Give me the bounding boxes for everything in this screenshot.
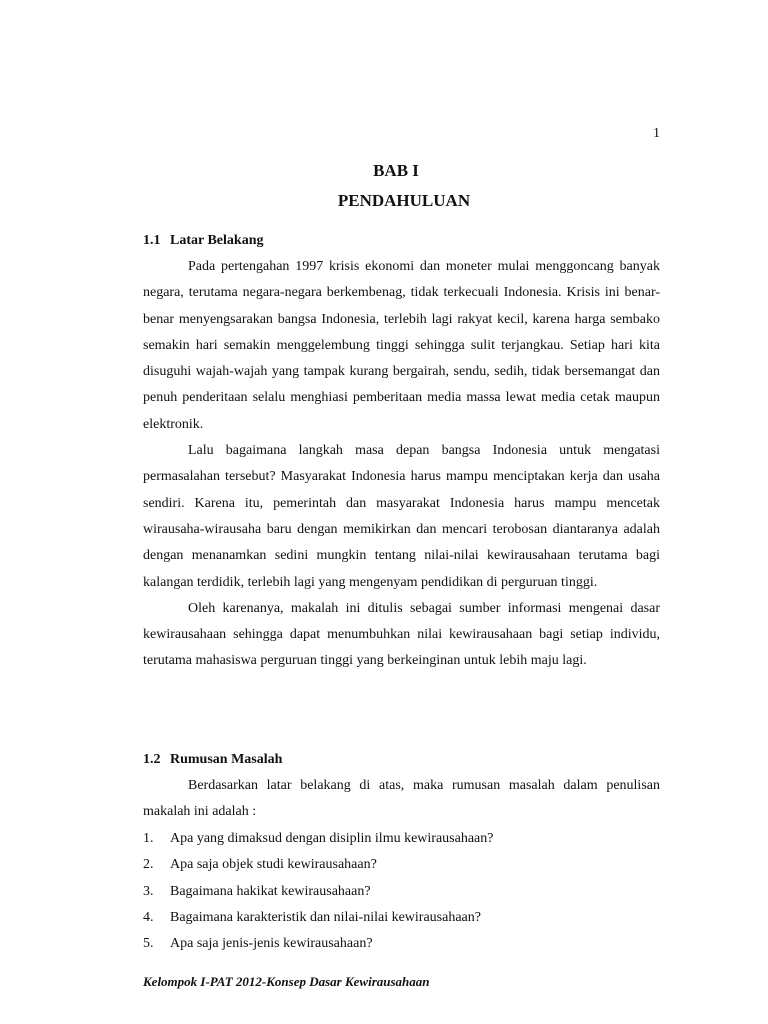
- page-footer: Kelompok I-PAT 2012-Konsep Dasar Kewirausahaan: [143, 974, 430, 989]
- section-number: 1.2: [143, 752, 161, 767]
- question-list: [143, 826, 660, 957]
- section-number: 1.1: [143, 233, 161, 248]
- paragraph: Pada pertengahan 1997 krisis ekonomi dan moneter mulai menggoncang banyak negara, terutama negara-negara berkembenag, tidak terkecuali Indonesia. Krisis ini benar-benar menyengsarakan bangsa Indonesia, terlebih lagi rakyat kecil, karena harga sembako semakin hari semakin menggelembung tinggi sehingga sulit terjangkau. Setiap hari kita disuguhi wajah-wajah yang tampak kurang bergairah, sendu, sedih, tidak bersemangat dan penuh penderitaan selalu menghiasi pemberitaan media massa lewat media cetak maupun elektronik.: [143, 259, 660, 432]
- list-item: [143, 879, 660, 905]
- list-item-number: 3.: [143, 883, 154, 899]
- list-item-text: Apa saja objek studi kewirausahaan?: [170, 857, 377, 873]
- list-item: [143, 905, 660, 931]
- chapter-title: PENDAHULUAN: [337, 191, 471, 210]
- section-title: Rumusan Masalah: [170, 752, 283, 767]
- paragraph: Lalu bagaimana langkah masa depan bangsa Indonesia untuk mengatasi permasalahan tersebut? Masyarakat Indonesia harus mampu menciptakan kerja dan usaha sendiri. Karena itu, pemerintah dan masyarakat Indonesia harus mampu mencetak wirausaha-wirausaha baru dengan memikirkan dan mencari terobosan diantaranya adalah dengan menanamkan sedini mungkin tentang nilai-nilai kewirausahaan terutama bagi kalangan terdidik, terlebih lagi yang mengenyam pendidikan di perguruan tinggi.: [143, 443, 660, 590]
- list-item-number: 1.: [143, 831, 154, 846]
- list-item: [143, 931, 660, 957]
- paragraph: Berdasarkan latar belakang di atas, maka rumusan masalah dalam penulisan makalah ini adalah :: [143, 778, 660, 820]
- section-body-latar-belakang: [143, 254, 660, 675]
- section-heading-latar-belakang: [143, 231, 263, 251]
- paragraph: Oleh karenanya, makalah ini ditulis sebagai sumber informasi mengenai dasar kewirausahaan sehingga dapat menumbuhkan nilai kewirausahaan bagi setiap individu, terutama mahasiswa perguruan tinggi yang berkeinginan untuk lebih maju lagi.: [143, 600, 660, 669]
- section-title: Latar Belakang: [170, 233, 264, 248]
- list-item-text: Bagaimana karakteristik dan nilai-nilai kewirausahaan?: [170, 909, 481, 925]
- chapter-label: BAB I: [373, 161, 419, 180]
- list-item-number: 5.: [143, 936, 154, 952]
- list-item-number: 4.: [143, 909, 154, 925]
- section-body-rumusan-masalah: [143, 773, 660, 826]
- list-item-text: Apa saja jenis-jenis kewirausahaan?: [170, 936, 373, 952]
- page-number: 1: [653, 126, 660, 141]
- list-item-text: Bagaimana hakikat kewirausahaan?: [170, 883, 371, 899]
- list-item-number: 2.: [143, 857, 154, 873]
- list-item: [143, 852, 660, 878]
- section-heading-rumusan-masalah: [143, 750, 282, 770]
- list-item: [143, 826, 660, 852]
- list-item-text: Apa yang dimaksud dengan disiplin ilmu kewirausahaan?: [170, 831, 494, 846]
